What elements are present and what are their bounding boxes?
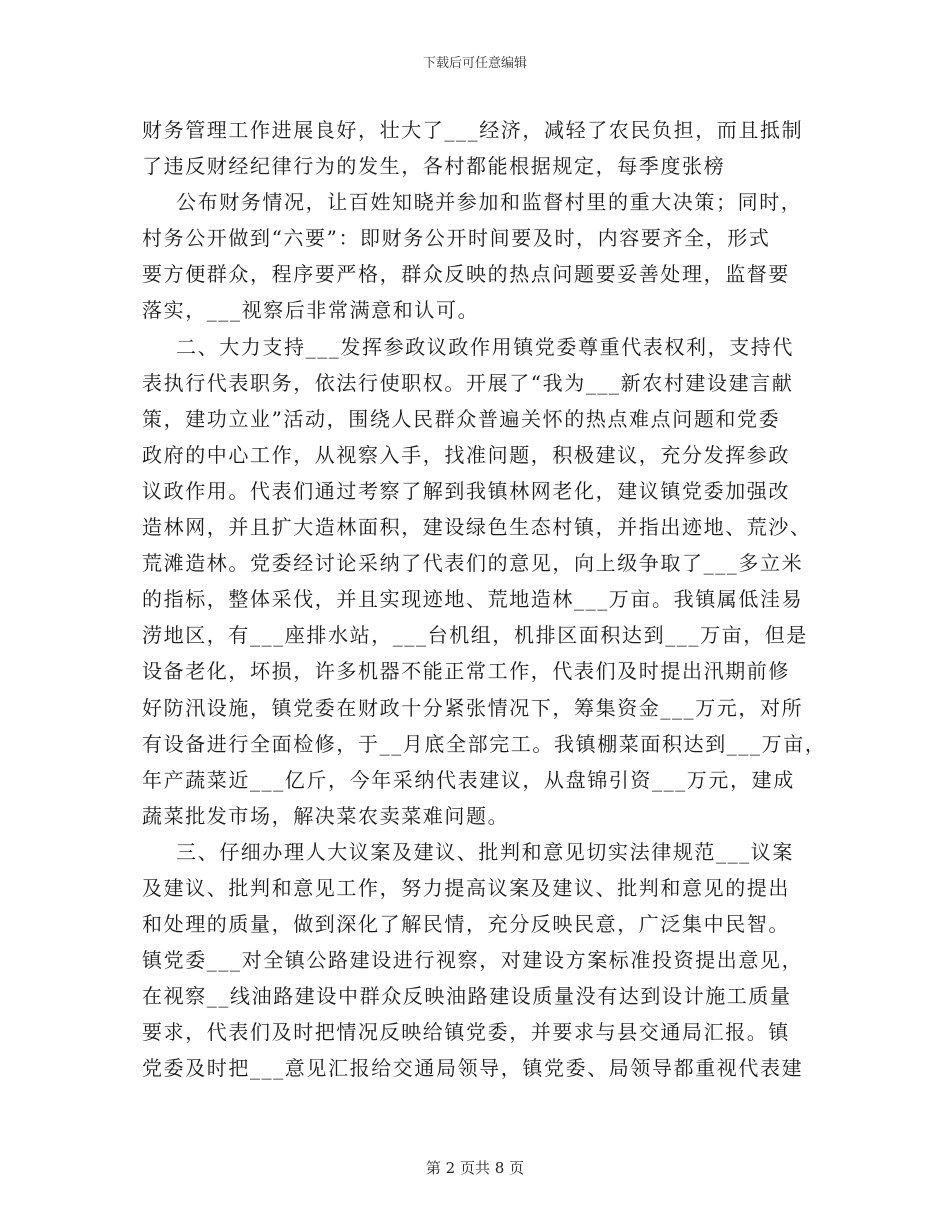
text-line: 党委及时把___意见汇报给交通局领导，镇党委、局领导都重视代表建 bbox=[142, 1056, 804, 1081]
text-line: 要求，代表们及时把情况反映给镇党委，并要求与县交通局汇报。镇 bbox=[142, 1020, 790, 1045]
page-footer: 第 2 页共 8 页 bbox=[425, 1159, 525, 1177]
text-line: 和处理的质量，做到深化了解民情，充分反映民意，广泛集中民智。 bbox=[142, 912, 790, 937]
text-line: 荒滩造林。党委经讨论采纳了代表们的意见，向上级争取了___多立米 bbox=[142, 551, 804, 576]
text-line: 村务公开做到“六要”：即财务公开时间要及时，内容要齐全，形式 bbox=[142, 226, 771, 251]
text-line: 蔬菜批发市场，解决菜农卖菜难问题。 bbox=[142, 803, 510, 828]
text-line: 财务管理工作进展良好，壮大了___经济，减轻了农民负担，而且抵制 bbox=[142, 118, 804, 142]
text-line: 议政作用。代表们通过考察了解到我镇林网老化，建议镇党委加强改 bbox=[142, 478, 790, 503]
text-line: 造林网，并且扩大造林面积，建设绿色生态村镇，并指出迹地、荒沙、 bbox=[142, 515, 812, 540]
text-line: 及建议、批判和意见工作，努力提高议案及建议、批判和意见的提出 bbox=[142, 875, 790, 900]
text-line: 在视察__线油路建设中群众反映油路建设质量没有达到设计施工质量 bbox=[142, 984, 792, 1009]
text-line: 镇党委___对全镇公路建设进行视察，对建设方案标准投资提出意见， bbox=[142, 948, 804, 973]
text-line: 设备老化，坏损，许多机器不能正常工作，代表们及时提出汛期前修 bbox=[142, 659, 790, 684]
text-line: 政府的中心工作，从视察入手，找准问题，积极建议，充分发挥参政 bbox=[142, 442, 790, 467]
text-line: 三、仔细办理人大议案及建议、批判和意见切实法律规范___议案 bbox=[176, 839, 794, 864]
text-line: 策，建功立业”活动，围绕人民群众普遍关怀的热点难点问题和党委 bbox=[142, 406, 781, 431]
text-line: 的指标，整体采伐，并且实现迹地、荒地造林___万亩。我镇属低洼易 bbox=[142, 587, 804, 612]
text-line: 落实，___视察后非常满意和认可。 bbox=[142, 298, 480, 323]
page-header: 下载后可任意编辑 bbox=[422, 56, 527, 71]
text-line: 公布财务情况，让百姓知晓并参加和监督村里的重大决策；同时， bbox=[176, 190, 803, 215]
text-line: 年产蔬菜近___亿斤，今年采纳代表建议，从盘锦引资___万元，建成 bbox=[142, 767, 795, 792]
text-line: 好防汛设施，镇党委在财政十分紧张情况下，筹集资金___万元，对所 bbox=[142, 695, 804, 720]
text-line: 要方便群众，程序要严格，群众反映的热点问题要妥善处理，监督要 bbox=[142, 262, 790, 287]
text-line: 二、大力支持___发挥参政议政作用镇党委尊重代表权利，支持代 bbox=[176, 334, 794, 359]
text-line: 了违反财经纪律行为的发生，各村都能根据规定，每季度张榜 bbox=[142, 154, 726, 179]
text-line: 涝地区，有___座排水站，___台机组，机排区面积达到___万亩，但是 bbox=[142, 623, 808, 648]
document-body bbox=[142, 112, 827, 1087]
text-line: 表执行代表职务，依法行使职权。开展了“我为___新农村建设建言献 bbox=[142, 370, 794, 395]
text-line: 有设备进行全面检修，于__月底全部完工。我镇棚菜面积达到___万亩， bbox=[142, 731, 827, 756]
